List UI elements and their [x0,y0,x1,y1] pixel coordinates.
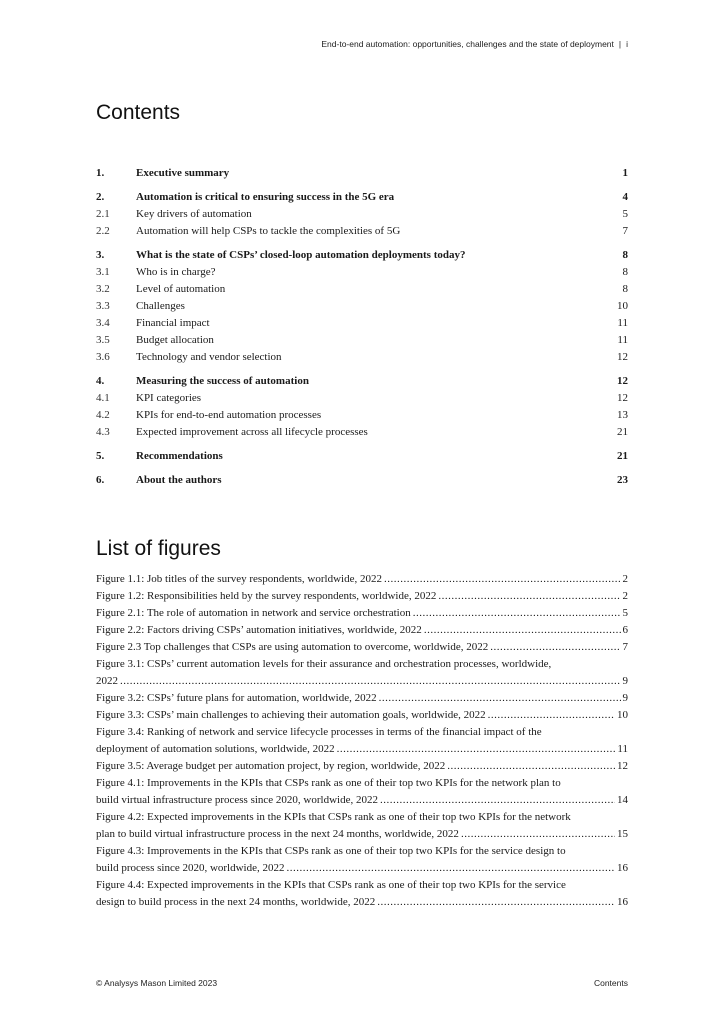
toc-subsection-entry[interactable] [96,315,628,332]
figure-entry[interactable] [96,775,628,809]
toc-entry-number: 3. [96,249,105,261]
toc-entry-page: 8 [622,266,628,278]
figure-entry-text: Figure 4.2: Expected improvements in the KPIs that CSPs rank as one of their top two KPIs for the network [96,811,571,823]
figure-entry-text: Figure 1.1: Job titles of the survey respondents, worldwide, 2022 [96,573,382,585]
toc-entry-page: 10 [617,300,628,312]
dot-leader [337,741,616,758]
figure-entry-text: Figure 3.3: CSPs’ main challenges to achieving their automation goals, worldwide, 2022 [96,709,486,721]
toc-entry-page: 12 [617,392,628,404]
figure-entry-page: 2 [622,573,628,585]
figure-entry-text: Figure 4.4: Expected improvements in the KPIs that CSPs rank as one of their top two KPIs for the service [96,879,566,891]
figure-entry-text: design to build process in the next 24 months, worldwide, 2022 [96,896,376,908]
dot-leader [461,826,615,843]
running-header [321,39,628,49]
toc-subsection-entry[interactable] [96,223,628,240]
figure-entry-page: 16 [617,896,628,908]
dot-leader [438,588,620,605]
figure-entry-text: Figure 3.5: Average budget per automation project, by region, worldwide, 2022 [96,760,446,772]
figure-entry-text: Figure 3.2: CSPs’ future plans for automation, worldwide, 2022 [96,692,377,704]
toc-entry-page: 13 [617,409,628,421]
toc-entry-label: Executive summary [136,167,230,179]
header-separator: | [618,39,622,49]
figure-entry-page: 14 [617,794,628,806]
figure-entry-text: Figure 1.2: Responsibilities held by the survey respondents, worldwide, 2022 [96,590,437,602]
dot-leader [377,894,615,911]
figure-entry-text: deployment of automation solutions, worldwide, 2022 [96,743,335,755]
toc-subsection-entry[interactable] [96,264,628,281]
toc-entry-page: 8 [622,283,628,295]
toc-entry-number: 5. [96,450,105,462]
figure-entry[interactable] [96,571,628,588]
toc-subsection-entry[interactable] [96,298,628,315]
toc-entry-page: 8 [622,249,628,261]
toc-entry-page: 7 [622,225,628,237]
toc-entry-label: Technology and vendor selection [136,351,282,363]
toc-entry-label: Financial impact [136,317,210,329]
toc-subsection-entry[interactable] [96,407,628,424]
toc-entry-label: Automation is critical to ensuring success in the 5G era [136,191,395,203]
toc-section [96,373,628,441]
figure-entry[interactable] [96,724,628,758]
toc-subsection-entry[interactable] [96,206,628,223]
dot-leader [379,690,621,707]
dot-leader [490,639,620,656]
figure-entry[interactable] [96,758,628,775]
toc-entry-label: Automation will help CSPs to tackle the complexities of 5G [136,225,401,237]
figure-entry[interactable] [96,809,628,843]
footer-section: Contents [593,978,628,988]
toc-entry-number: 3.3 [96,300,110,312]
toc-entry-label: KPIs for end-to-end automation processes [136,409,322,421]
toc-section [96,448,628,465]
toc-entry-number: 6. [96,474,105,486]
toc-entry-label: Who is in charge? [136,266,216,278]
figure-entry[interactable] [96,877,628,911]
toc-entry-number: 4.1 [96,392,110,404]
toc-section [96,189,628,240]
toc-section-entry[interactable] [96,247,628,264]
dot-leader [424,622,621,639]
toc-entry-page: 5 [622,208,628,220]
figure-entry-page: 2 [622,590,628,602]
toc-section-entry[interactable] [96,189,628,206]
dot-leader [287,860,616,877]
figure-entry-text: Figure 3.4: Ranking of network and service lifecycle processes in terms of the financial impact of the [96,726,542,738]
contents-title: Contents [96,101,181,124]
figure-entry-text: Figure 4.1: Improvements in the KPIs that CSPs rank as one of their top two KPIs for the network plan to [96,777,561,789]
figure-entry-page: 9 [622,675,628,687]
toc-section-entry[interactable] [96,472,628,489]
figure-entry[interactable] [96,707,628,724]
toc-section [96,247,628,366]
toc-entry-label: What is the state of CSPs’ closed-loop automation deployments today? [136,249,466,261]
figure-entry-text: Figure 2.2: Factors driving CSPs’ automation initiatives, worldwide, 2022 [96,624,422,636]
dot-leader [380,792,615,809]
toc-entry-number: 3.4 [96,317,110,329]
toc-section-entry[interactable] [96,448,628,465]
toc-section-entry[interactable] [96,373,628,390]
figure-entry-text: Figure 2.1: The role of automation in network and service orchestration [96,607,411,619]
toc-entry-page: 23 [617,474,628,486]
toc-entry-label: Challenges [136,300,185,312]
toc-subsection-entry[interactable] [96,390,628,407]
figure-entry[interactable] [96,690,628,707]
toc-entry-page: 11 [617,334,628,346]
toc-subsection-entry[interactable] [96,281,628,298]
list-of-figures [96,571,628,911]
toc-entry-number: 3.5 [96,334,110,346]
table-of-contents [96,165,628,496]
toc-entry-number: 3.2 [96,283,110,295]
figure-entry-page: 12 [617,760,628,772]
toc-entry-label: Level of automation [136,283,226,295]
toc-entry-page: 4 [622,191,628,203]
dot-leader [384,571,621,588]
toc-section [96,165,628,182]
toc-entry-page: 1 [622,167,628,179]
toc-section-entry[interactable] [96,165,628,182]
figure-entry-page: 11 [617,743,628,755]
figure-entry-text: Figure 2.3 Top challenges that CSPs are using automation to overcome, worldwide, 2022 [96,641,489,653]
toc-entry-label: Budget allocation [136,334,214,346]
figure-entry[interactable] [96,843,628,877]
footer-copyright: © Analysys Mason Limited 2023 [96,978,218,988]
toc-entry-page: 12 [617,351,628,363]
figure-entry-page: 5 [622,607,628,619]
header-page-number: i [626,39,628,49]
toc-entry-page: 12 [617,375,628,387]
toc-entry-label: About the authors [136,474,222,486]
toc-subsection-entry[interactable] [96,332,628,349]
toc-subsection-entry[interactable] [96,424,628,441]
figure-entry-text: plan to build virtual infrastructure process in the next 24 months, worldwide, 2022 [96,828,459,840]
toc-entry-number: 4.2 [96,409,110,421]
toc-entry-page: 21 [617,426,628,438]
figure-entry-page: 16 [617,862,628,874]
toc-subsection-entry[interactable] [96,349,628,366]
toc-entry-label: Expected improvement across all lifecycle processes [136,426,368,438]
dot-leader [488,707,615,724]
toc-entry-number: 4. [96,375,105,387]
figure-entry-text: build process since 2020, worldwide, 2022 [96,862,285,874]
toc-entry-number: 3.1 [96,266,110,278]
list-of-figures-title: List of figures [96,537,221,560]
figure-entry-text: build virtual infrastructure process since 2020, worldwide, 2022 [96,794,378,806]
toc-entry-page: 11 [617,317,628,329]
figure-entry[interactable] [96,588,628,605]
figure-entry-page: 10 [617,709,628,721]
figure-entry[interactable] [96,656,628,690]
toc-entry-number: 4.3 [96,426,110,438]
toc-entry-number: 3.6 [96,351,110,363]
toc-entry-number: 1. [96,167,105,179]
figure-entry-text: 2022 [96,675,118,687]
toc-entry-page: 21 [617,450,628,462]
figure-entry-page: 9 [622,692,628,704]
toc-entry-number: 2.2 [96,225,110,237]
header-title: End-to-end automation: opportunities, challenges and the state of deployment [321,39,614,49]
figure-entry-page: 6 [622,624,628,636]
toc-entry-label: KPI categories [136,392,202,404]
dot-leader [120,673,621,690]
dot-leader [447,758,615,775]
toc-entry-label: Key drivers of automation [136,208,252,220]
figure-entry-text: Figure 4.3: Improvements in the KPIs that CSPs rank as one of their top two KPIs for the service design to [96,845,566,857]
figure-entry[interactable] [96,605,628,622]
figure-entry-page: 7 [622,641,628,653]
figure-entry-page: 15 [617,828,628,840]
toc-section [96,472,628,489]
toc-entry-label: Measuring the success of automation [136,375,309,387]
dot-leader [413,605,621,622]
figure-entry[interactable] [96,639,628,656]
figure-entry[interactable] [96,622,628,639]
toc-entry-label: Recommendations [136,450,223,462]
toc-entry-number: 2.1 [96,208,110,220]
figure-entry-text: Figure 3.1: CSPs’ current automation levels for their assurance and orchestration processes, worldwide, [96,658,552,670]
toc-entry-number: 2. [96,191,105,203]
